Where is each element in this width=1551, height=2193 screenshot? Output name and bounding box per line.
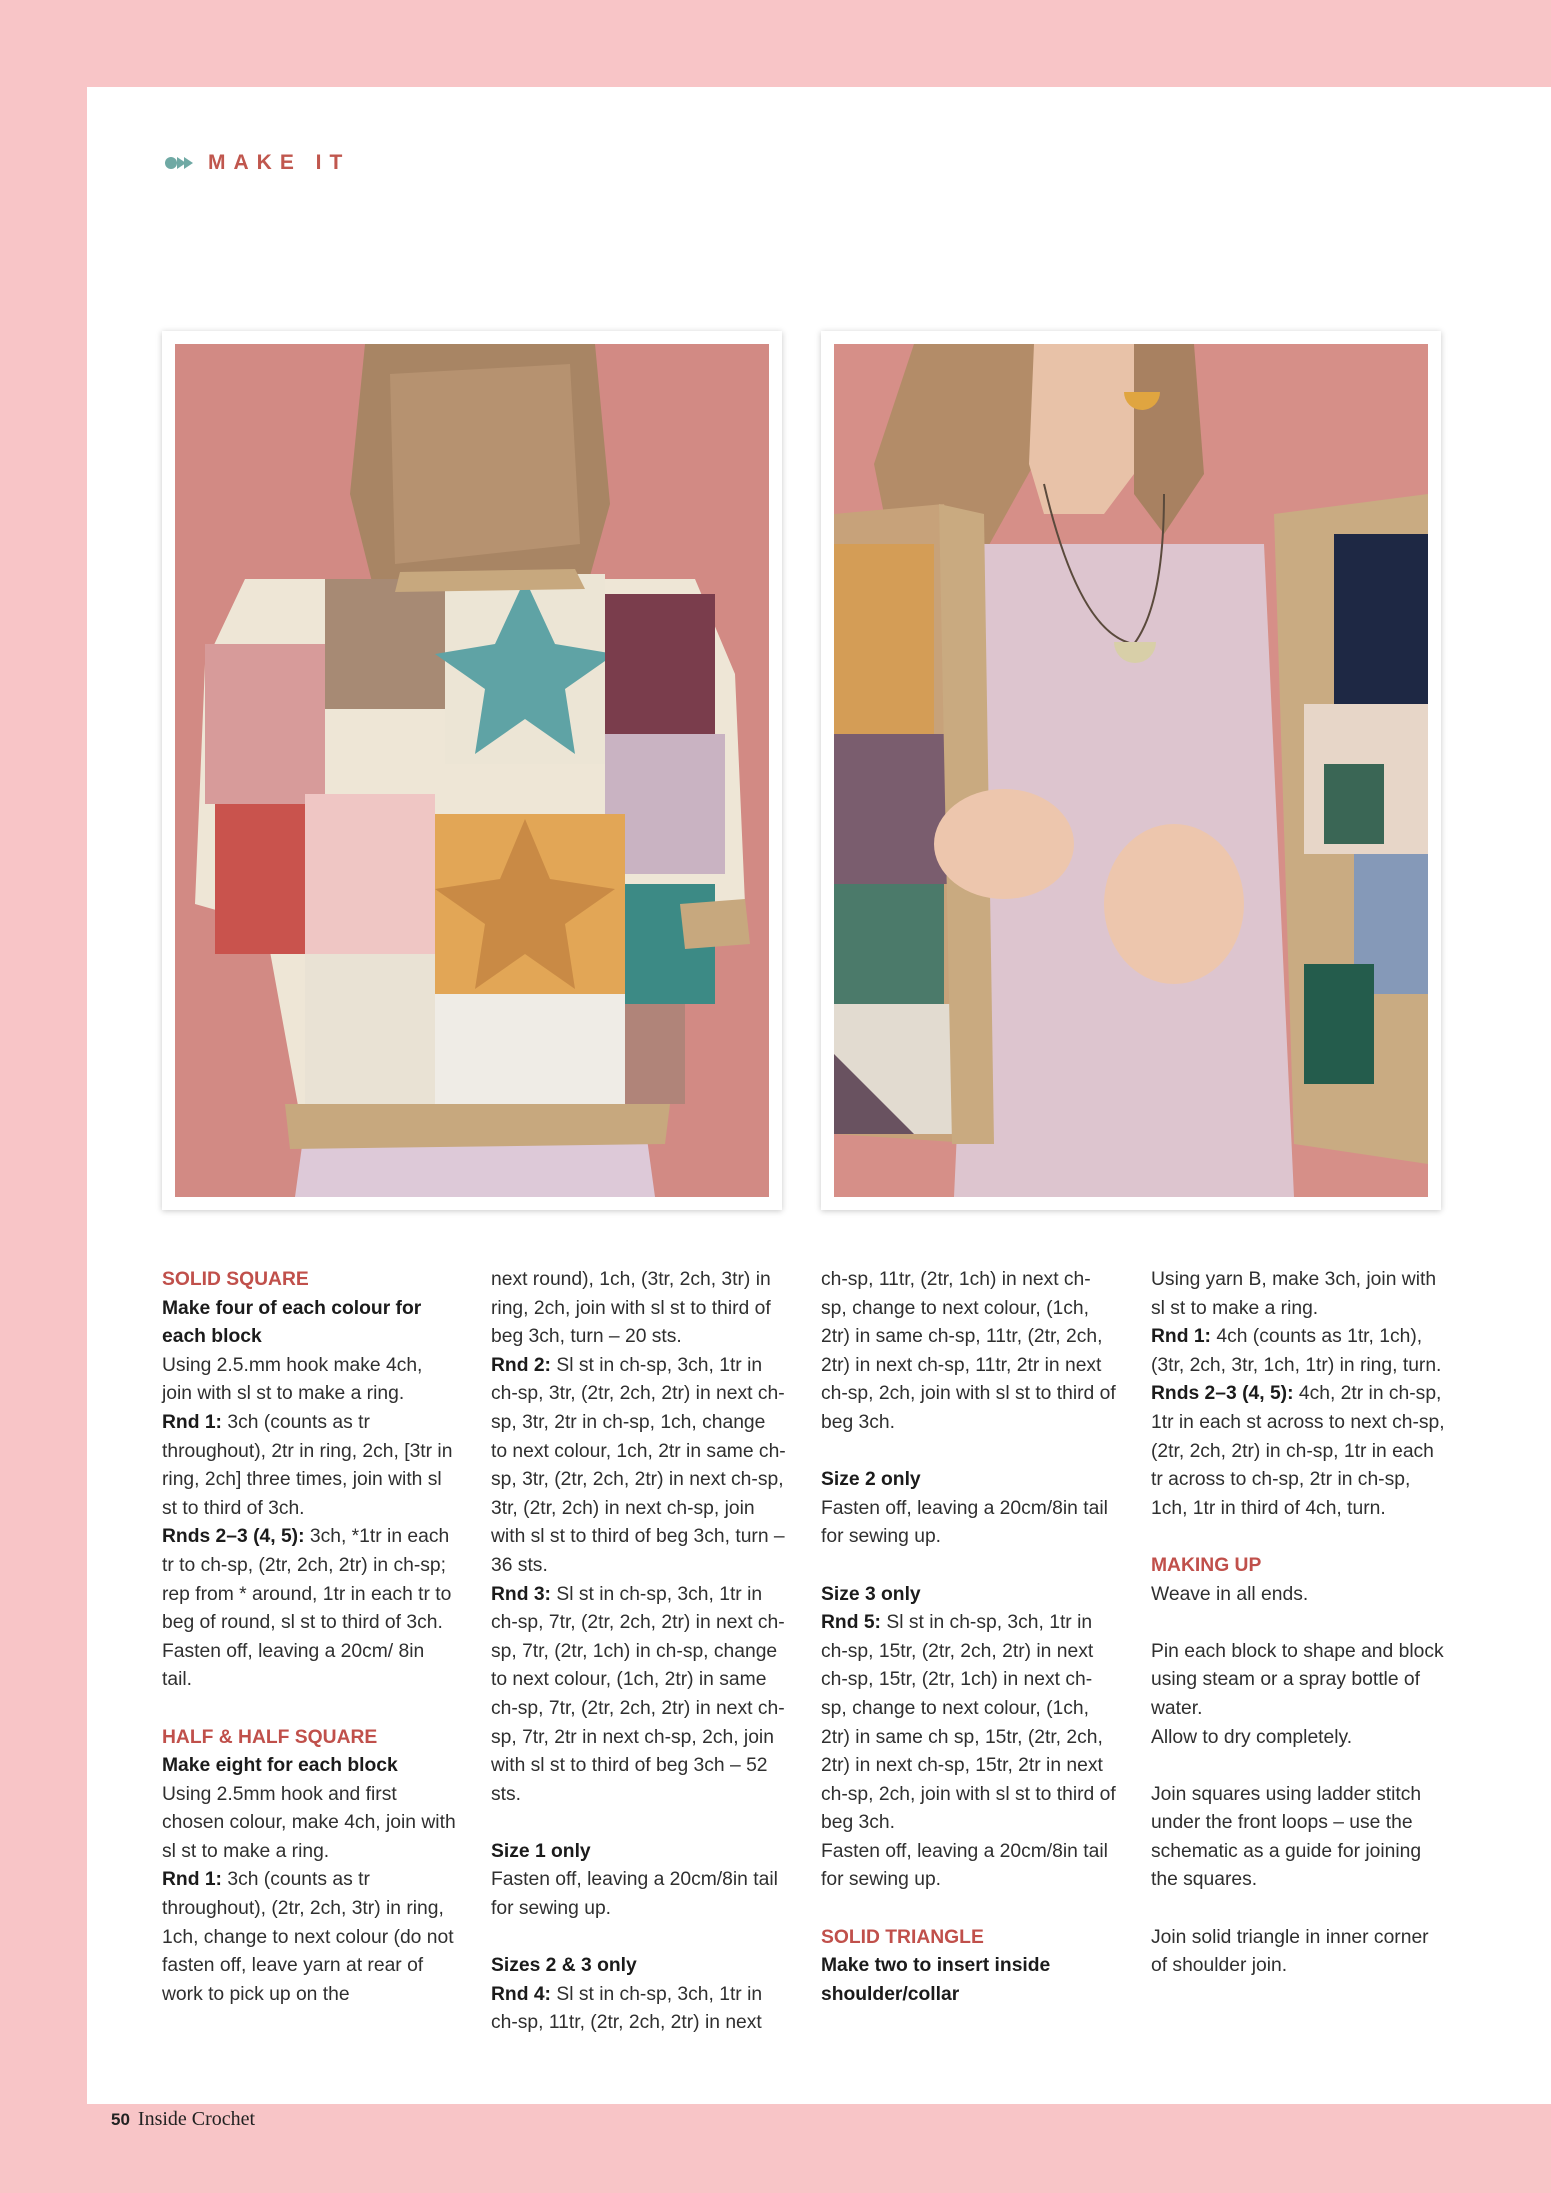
paragraph [1151, 1581, 1446, 1610]
paragraph [162, 1638, 457, 1695]
paragraph-text: 3ch, *1tr in each tr to ch-sp, (2tr, 2ch, 2tr) in ch-sp; rep from * around, 1tr in each tr to beg of round, sl st to third of 3ch. [162, 1526, 452, 1634]
paragraph-gap [1151, 1895, 1446, 1924]
paragraph-gap [821, 1438, 1116, 1467]
paragraph-text: Sl st in ch-sp, 3ch, 1tr in ch-sp, 15tr, (2tr, 2ch, 2tr) in next ch-sp, 15tr, (2tr, 1ch) in next ch-sp, change to next colour, (1ch, 2tr) in same ch sp, 15tr, (2tr, 2ch, 2tr) in next ch-sp, 15tr, 2tr in next ch-sp, 2ch, join with sl st to third of beg 3ch. [821, 1612, 1116, 1834]
paragraph-gap [491, 1924, 786, 1953]
paragraph-text: Sl st in ch-sp, 3ch, 1tr in ch-sp, 11tr, (2tr, 2ch, 2tr) in next [491, 1983, 763, 2034]
paragraph [491, 1352, 786, 1581]
paragraph [1151, 1781, 1446, 1895]
paragraph [491, 1266, 786, 1352]
paragraph-text: Join squares using ladder stitch under the front loops – use the schematic as a guide for joining the squares. [1151, 1783, 1422, 1891]
cardigan-front-photo [834, 344, 1428, 1197]
round-label: Rnd 1: [162, 1869, 222, 1891]
section-tag [164, 148, 350, 178]
paragraph-gap [821, 1895, 1116, 1924]
paragraph-gap [821, 1552, 1116, 1581]
round-label: Rnds 2–3 (4, 5): [1151, 1383, 1294, 1405]
section-heading [821, 1924, 1116, 1953]
paragraph [162, 1352, 457, 1409]
paragraph [1151, 1323, 1446, 1380]
paragraph-gap [162, 1695, 457, 1724]
subheading [491, 1838, 786, 1867]
paragraph-text: Allow to dry completely. [1151, 1726, 1353, 1748]
paragraph-text: Make two to insert inside shoulder/collar [821, 1955, 1051, 2005]
round-label: Rnd 3: [491, 1583, 551, 1605]
paragraph [162, 1866, 457, 2009]
paragraph [1151, 1724, 1446, 1753]
paragraph-gap [1151, 1523, 1446, 1552]
paragraph [1151, 1924, 1446, 1981]
section-tag-label: MAKE IT [208, 151, 351, 174]
paragraph-text: Using 2.5mm hook and first chosen colour, make 4ch, join with sl st to make a ring. [162, 1783, 456, 1862]
paragraph-text: 4ch (counts as 1tr, 1ch), (3tr, 2ch, 3tr, 1ch, 1tr) in ring, turn. [1151, 1326, 1442, 1376]
section-heading [1151, 1552, 1446, 1581]
subheading [162, 1752, 457, 1781]
paragraph [1151, 1638, 1446, 1724]
paragraph-gap [1151, 1752, 1446, 1781]
cardigan-back-photo [175, 344, 769, 1197]
paragraph-text: MAKING UP [1151, 1554, 1262, 1576]
round-label: Rnd 2: [491, 1354, 551, 1376]
page-footer [111, 2108, 255, 2131]
subheading [821, 1581, 1116, 1610]
paragraph [491, 1581, 786, 1810]
magazine-name: Inside Crochet [137, 2108, 256, 2130]
paragraph [162, 1781, 457, 1867]
round-label: Rnd 1: [162, 1411, 222, 1433]
paragraph [162, 1523, 457, 1637]
paragraph [821, 1838, 1116, 1895]
paragraph-text: Sizes 2 & 3 only [491, 1955, 637, 1977]
paragraph-text: SOLID SQUARE [162, 1269, 309, 1290]
section-heading [162, 1724, 457, 1753]
photo-frame-back [162, 331, 782, 1210]
paragraph-text: Make four of each colour for each block [162, 1297, 422, 1348]
paragraph-text: Size 1 only [491, 1840, 591, 1862]
paragraph-text: Using yarn B, make 3ch, join with sl st to make a ring. [1151, 1269, 1437, 1319]
paragraph [162, 1409, 457, 1523]
paragraph-text: Fasten off, leaving a 20cm/8in tail for sewing up. [491, 1869, 778, 1920]
paragraph-text: Sl st in ch-sp, 3ch, 1tr in ch-sp, 3tr, (2tr, 2ch, 2tr) in next ch-sp, 3tr, 2tr in ch-sp, 1ch, change to next colour, 1ch, 2tr in same ch-sp, 3tr, (2tr, 2ch, 2tr) in next ch-sp, 3tr, (2tr, 2ch) in next ch-sp, join with sl st to third of beg 3ch, turn – 36 sts. [491, 1354, 786, 1576]
paragraph-text: 4ch, 2tr in ch-sp, 1tr in each st across to next ch-sp, (2tr, 2ch, 2tr) in ch-sp, 1tr in each tr across to ch-sp, 2tr in ch-sp, 1ch, 1tr in third of 4ch, turn. [1151, 1383, 1445, 1519]
paragraph-text: SOLID TRIANGLE [821, 1926, 984, 1948]
text-column-1 [162, 1266, 457, 2009]
paragraph-text: Sl st in ch-sp, 3ch, 1tr in ch-sp, 7tr, (2tr, 2ch, 2tr) in next ch-sp, 7tr, (2tr, 1ch) in ch-sp, change to next colour, (1ch, 2tr) in same ch-sp, 7tr, (2tr, 2ch, 2tr) in next ch-sp, 7tr, 2tr in next ch-sp, 2ch, join with sl st to third of beg 3ch – 52 sts. [491, 1583, 785, 1805]
paragraph-gap [1151, 1609, 1446, 1638]
round-label: Rnd 1: [1151, 1326, 1211, 1348]
paragraph-text: next round), 1ch, (3tr, 2ch, 3tr) in ring, 2ch, join with sl st to third of beg 3ch, turn – 20 sts. [491, 1269, 771, 1348]
paragraph-gap [491, 1809, 786, 1838]
page-number: 50 [111, 2110, 130, 2129]
paragraph-text: Make eight for each block [162, 1755, 398, 1777]
paragraph-text: Using 2.5.mm hook make 4ch, join with sl st to make a ring. [162, 1354, 423, 1405]
paragraph [1151, 1266, 1446, 1323]
subheading [162, 1295, 457, 1352]
round-label: Rnd 4: [491, 1983, 551, 2005]
text-column-2 [491, 1266, 786, 2038]
paragraph-text: Weave in all ends. [1151, 1583, 1309, 1605]
text-column-3 [821, 1266, 1116, 2009]
text-column-4 [1151, 1266, 1446, 1981]
round-label: Rnds 2–3 (4, 5): [162, 1526, 305, 1548]
paragraph-text: Size 2 only [821, 1469, 921, 1491]
paragraph-text: ch-sp, 11tr, (2tr, 1ch) in next ch-sp, change to next colour, (1ch, 2tr) in same ch-sp, 11tr, (2tr, 2ch, 2tr) in next ch-sp, 11tr, 2tr in next ch-sp, 2ch, join with sl st to third of beg 3ch. [821, 1269, 1116, 1433]
paragraph-text: Pin each block to shape and block using steam or a spray bottle of water. [1151, 1640, 1444, 1719]
subheading [821, 1466, 1116, 1495]
subheading [491, 1952, 786, 1981]
paragraph-text: 3ch (counts as tr throughout), 2tr in ring, 2ch, [3tr in ring, 2ch] three times, join with sl st to third of 3ch. [162, 1411, 453, 1519]
paragraph-text: Fasten off, leaving a 20cm/ 8in tail. [162, 1640, 425, 1691]
paragraph-text: HALF & HALF SQUARE [162, 1726, 378, 1748]
paragraph [821, 1609, 1116, 1838]
photo-frame-front [821, 331, 1441, 1210]
arrow-bullet-icon [164, 155, 194, 171]
section-heading [162, 1266, 457, 1295]
paragraph-text: 3ch (counts as tr throughout), (2tr, 2ch, 3tr) in ring, 1ch, change to next colour (do not fasten off, leave yarn at rear of work to pick up on the [162, 1869, 454, 2005]
paragraph [1151, 1380, 1446, 1523]
paragraph [821, 1495, 1116, 1552]
paragraph-text: Fasten off, leaving a 20cm/8in tail for sewing up. [821, 1497, 1108, 1548]
paragraph [491, 1981, 786, 2038]
round-label: Rnd 5: [821, 1612, 881, 1634]
paragraph [821, 1266, 1116, 1438]
subheading [821, 1952, 1116, 2009]
paragraph-text: Fasten off, leaving a 20cm/8in tail for sewing up. [821, 1840, 1108, 1891]
paragraph-text: Join solid triangle in inner corner of shoulder join. [1151, 1926, 1429, 1977]
paragraph-text: Size 3 only [821, 1583, 921, 1605]
paragraph [491, 1866, 786, 1923]
